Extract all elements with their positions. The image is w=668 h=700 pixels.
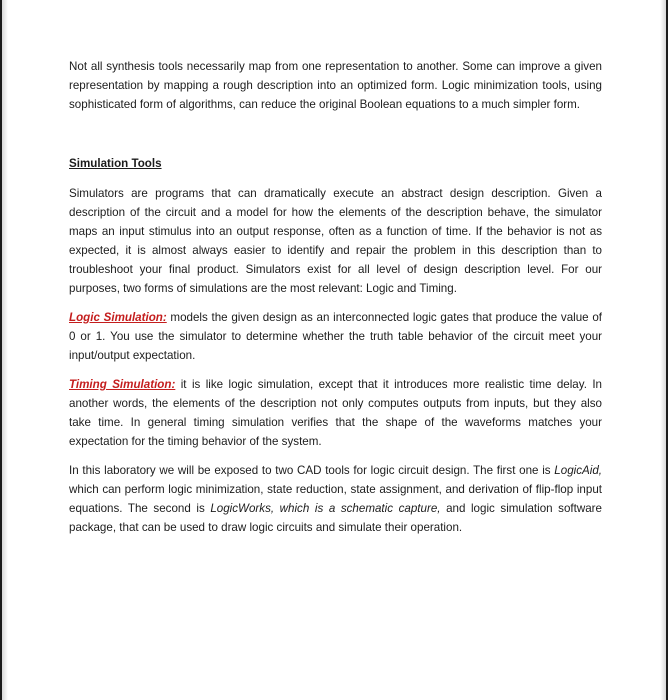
logicaid-name: LogicAid, — [554, 464, 602, 477]
lab-text-part2: which can perform logic minimization, state reduction, state assignment, and derivation of flip-flop input equations. The second is — [69, 483, 602, 515]
logic-simulation-text: models the given design as an interconnected logic gates that produce the value of 0 or 1. You use the simulator to determine whether the truth table behavior of the circuit meet your input/output expectation. — [69, 311, 602, 362]
logic-simulation-term: Logic Simulation: — [69, 311, 167, 324]
lab-text-part3: and logic simulation software package, that can be used to draw logic circuits and simulate their operation. — [69, 502, 602, 534]
laboratory-paragraph — [69, 461, 602, 537]
lab-text-part1: In this laboratory we will be exposed to two CAD tools for logic circuit design. The first one is — [69, 464, 555, 477]
document-body — [69, 57, 602, 537]
intro-paragraph: Not all synthesis tools necessarily map from one representation to another. Some can improve a given representation by mapping a rough description into an optimized form. Logic minimization tools, using sophisticated form of algorithms, can reduce the original Boolean equations to a much simpler form. — [69, 60, 602, 111]
timing-simulation-paragraph — [69, 375, 602, 451]
logic-simulation-paragraph — [69, 308, 602, 365]
logicworks-phrase: LogicWorks, which is a schematic capture, — [210, 502, 441, 515]
section-heading-simulation-tools: Simulation Tools — [69, 157, 162, 170]
timing-simulation-term: Timing Simulation: — [69, 378, 176, 391]
timing-simulation-text: it is like logic simulation, except that it introduces more realistic time delay. In another words, the elements of the description not only computes outputs from inputs, but they also take time. In general timing simulation verifies that the shape of the waveforms matches your expectation for the timing behavior of the system. — [69, 378, 602, 448]
simulators-paragraph: Simulators are programs that can dramatically execute an abstract design description. Given a description of the circuit and a model for how the elements of the description behave, the simulator maps an input stimulus into an output response, often as a function of time. If the behavior is not as expected, it is almost always easier to identify and repair the problem in this description than to troubleshoot your final product. Simulators exist for all level of design description level. For our purposes, two forms of simulations are the most relevant: Logic and Timing. — [69, 187, 602, 295]
